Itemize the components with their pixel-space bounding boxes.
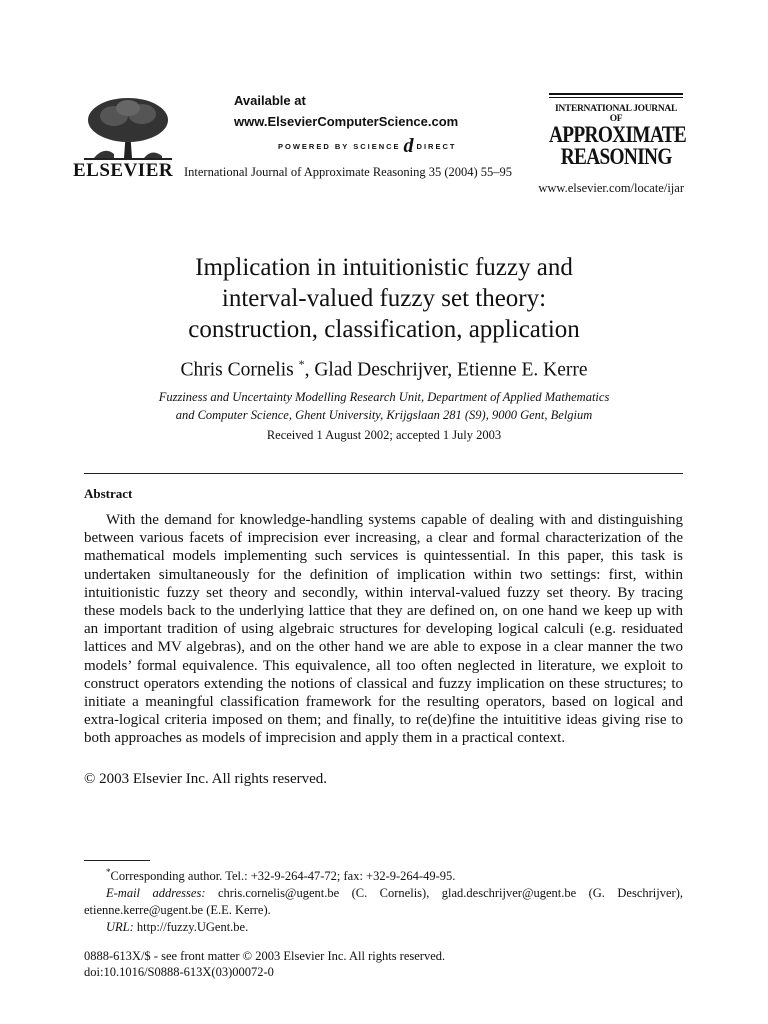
powered-by-label: POWERED BY SCIENCE (278, 141, 401, 151)
abstract-body (84, 511, 683, 748)
direct-label: DIRECT (416, 141, 457, 151)
elsevier-tree-logo (84, 96, 172, 162)
footnote-mark: * (106, 867, 111, 877)
received-dates: Received 1 August 2002; accepted 1 July 2003 (266, 428, 502, 442)
corresponding-author-note: Corresponding author. Tel.: +32-9-264-47-72; fax: +32-9-264-49-95. (110, 869, 456, 884)
title-line: construction, classification, application (188, 316, 580, 343)
masthead-line1: INTERNATIONAL JOURNAL OF (554, 104, 678, 124)
powered-by-sciencedirect (278, 136, 456, 156)
title-line: Implication in intuitionistic fuzzy and (195, 254, 573, 281)
affiliation-line: Fuzziness and Uncertainty Modelling Research Unit, Department of Applied Mathematics (158, 390, 610, 404)
email-addresses[interactable]: chris.cornelis@ugent.be (C. Cornelis), glad.deschrijver@ugent.be (G. Deschrijver), etienne.kerre@ugent.be (E.E. Kerre). (84, 886, 683, 918)
available-at-label: Available at (234, 93, 306, 108)
doi-line[interactable]: doi:10.1016/S0888-613X(03)00072-0 (84, 965, 274, 979)
abstract-text: With the demand for knowledge-handling systems capable of dealing with and distinguishing between various facets of imprecision ever increasing, a clear and formal characterization of the mathematical models implementing such services is quintessential. In this paper, this task is undertaken simultaneously for the definition of implication within two settings: first, within intuitionistic fuzzy set theory and secondly, within interval-valued fuzzy set theory. By tracing these models back to the underlying lattice that they are defined on, on one hand we keep up with an important tradition of using algebraic structures for developing logical calculi (e.g. residuated lattices and MV algebras), and on the other hand we are able to expose in a clear manner the two models’ formal equivalence. This equivalence, all too often neglected in literature, we exploit to construct operators extending the notions of classical and fuzzy implication on these structures; to initiate a meaningful classification framework for the resulting operators, based on logical and extra-logical criteria imposed on them; and finally, to re(de)fine the intuititive ideas giving rise to both approaches as models of imprecision and apply them in a practical context. (84, 512, 683, 747)
footnote (84, 864, 683, 936)
publication-info (84, 948, 445, 980)
email-label: E-mail addresses: (106, 886, 206, 901)
author-list (84, 357, 684, 382)
corresponding-author-mark[interactable]: * (298, 357, 305, 371)
title-line: interval-valued fuzzy set theory: (221, 285, 547, 312)
masthead-rule (549, 93, 683, 95)
publisher-name: ELSEVIER (73, 160, 174, 181)
article-title (84, 252, 684, 345)
affiliation-line: and Computer Science, Ghent University, Krijgslaan 281 (S9), 9000 Gent, Belgium (175, 408, 593, 422)
copyright-line: © 2003 Elsevier Inc. All rights reserved. (84, 771, 328, 787)
issn-line: 0888-613X/$ - see front matter © 2003 Elsevier Inc. All rights reserved. (84, 949, 446, 963)
author-rest: , Glad Deschrijver, Etienne E. Kerre (304, 359, 588, 381)
journal-url[interactable]: www.elsevier.com/locate/ijar (538, 181, 684, 195)
author-first: Chris Cornelis (180, 359, 299, 381)
sciencedirect-d-icon: d (403, 135, 414, 157)
masthead-line2: APPROXIMATE (549, 122, 687, 147)
research-unit-url[interactable]: http://fuzzy.UGent.be. (133, 920, 249, 935)
url-label: URL: (106, 920, 134, 935)
publisher-site-link[interactable]: www.ElsevierComputerScience.com (234, 114, 459, 129)
affiliation (84, 388, 684, 424)
journal-masthead (549, 93, 687, 169)
journal-reference: International Journal of Approximate Reasoning 35 (2004) 55–95 (184, 165, 513, 179)
section-divider (84, 473, 683, 474)
masthead-rule (549, 97, 683, 98)
masthead-line3: REASONING (560, 144, 672, 169)
footnote-rule (84, 860, 150, 861)
abstract-heading: Abstract (84, 486, 133, 501)
